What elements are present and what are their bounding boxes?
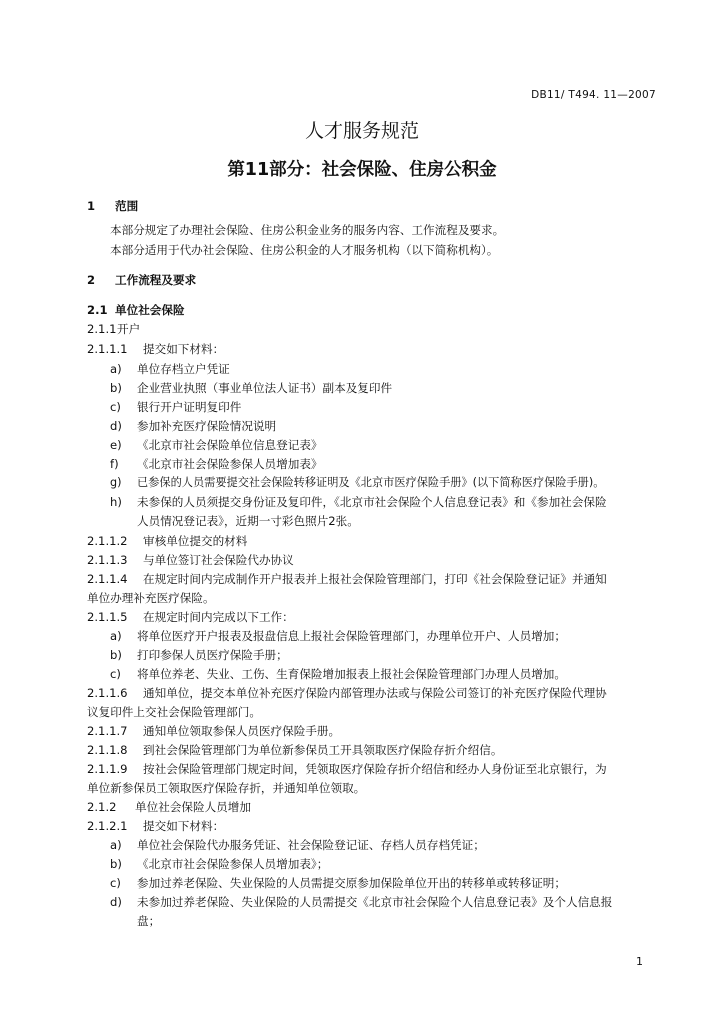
- clause-number: 2.1.1.2: [87, 534, 128, 548]
- section-number: 2: [87, 273, 96, 287]
- list-label: f): [110, 457, 119, 471]
- clause-text: 开户: [117, 322, 141, 336]
- list-item-continuation: 人员情况登记表》，近期一寸彩色照片2张。: [137, 514, 359, 528]
- clause-number: 2.1.1.3: [87, 553, 128, 567]
- clause: [87, 322, 140, 336]
- list-item: [110, 495, 607, 509]
- list-label: h): [110, 495, 122, 509]
- clause: [87, 724, 340, 738]
- clause-continuation: 单位新参保员工领取医疗保险存折，并通知单位领取。: [87, 781, 366, 795]
- clause-number: 2.1.1.1: [87, 342, 128, 356]
- clause-text: 提交如下材料：: [143, 819, 225, 833]
- clause: [87, 819, 224, 833]
- clause-text: 按社会保险管理部门规定时间，凭领取医疗保险存折介绍信和经办人身份证至北京银行，为: [143, 762, 607, 776]
- list-text: 已参保的人员需要提交社会保险转移证明及《北京市医疗保险手册》(以下简称医疗保险手册)。: [137, 476, 605, 489]
- list-label: d): [110, 419, 122, 433]
- list-text: 参加过养老保险、失业保险的人员需提交原参加保险单位开出的转移单或转移证明；: [137, 876, 566, 890]
- list-text: 《北京市社会保险参保人员增加表》: [137, 457, 323, 471]
- clause-text: 在规定时间内完成制作开户报表并上报社会保险管理部门，打印《社会保险登记证》并通知: [143, 572, 607, 586]
- list-label: e): [110, 438, 122, 452]
- list-item: [110, 476, 604, 490]
- clause-text: 审核单位提交的材料: [143, 534, 248, 548]
- list-text: 单位社会保险代办服务凭证、社会保险登记证、存档人员存档凭证；: [137, 838, 485, 852]
- list-item: [110, 362, 230, 376]
- clause: [87, 762, 607, 776]
- list-label: c): [110, 667, 121, 681]
- subsection-heading: [87, 303, 185, 317]
- clause-text: 单位社会保险人员增加: [135, 800, 251, 814]
- list-item: [110, 457, 323, 471]
- section-heading: [87, 199, 138, 213]
- clause-number: 2.1.1.5: [87, 610, 128, 624]
- document-subtitle: 第11部分：社会保险、住房公积金: [227, 160, 497, 180]
- subclause-heading: [87, 800, 251, 814]
- list-label: b): [110, 857, 122, 871]
- list-item: [110, 648, 288, 662]
- list-item: [110, 876, 566, 890]
- list-label: c): [110, 400, 121, 414]
- paragraph: 本部分适用于代办社会保险、住房公积金的人才服务机构（以下简称机构）。: [110, 243, 499, 257]
- clause: [87, 572, 607, 586]
- list-item: [110, 667, 566, 681]
- list-label: b): [110, 648, 122, 662]
- list-label: a): [110, 629, 122, 643]
- list-text: 《北京市社会保险单位信息登记表》: [137, 438, 323, 452]
- list-item-continuation: 盘；: [137, 914, 161, 928]
- document-title: 人才服务规范: [304, 120, 419, 142]
- list-text: 银行开户证明复印件: [137, 400, 242, 414]
- list-item: [110, 857, 328, 871]
- page-number: 1: [636, 955, 643, 968]
- list-label: b): [110, 381, 122, 395]
- clause-text: 在规定时间内完成以下工作：: [143, 610, 294, 624]
- clause-continuation: 单位办理补充医疗保险。: [87, 591, 215, 605]
- list-text: 未参加过养老保险、失业保险的人员需提交《北京市社会保险个人信息登记表》及个人信息报: [137, 895, 613, 909]
- clause: [87, 610, 294, 624]
- list-item: [110, 400, 241, 414]
- list-item: [110, 838, 485, 852]
- list-text: 《北京市社会保险参保人员增加表》；: [137, 857, 329, 871]
- section-title: 范围: [115, 199, 139, 213]
- list-text: 将单位医疗开户报表及报盘信息上报社会保险管理部门，办理单位开户、人员增加；: [137, 629, 566, 643]
- clause-number: 2.1.1.6: [87, 686, 128, 700]
- clause-number: 2.1.1.9: [87, 762, 128, 776]
- clause-number: 2.1.1.8: [87, 743, 128, 757]
- list-item: [110, 381, 392, 395]
- section-title: 工作流程及要求: [115, 273, 197, 287]
- list-label: d): [110, 895, 122, 909]
- list-text: 未参保的人员须提交身份证及复印件，《北京市社会保险个人信息登记表》和《参加社会保险: [137, 495, 607, 509]
- clause-text: 通知单位领取参保人员医疗保险手册。: [143, 724, 341, 738]
- list-item: [110, 438, 323, 452]
- list-text: 参加补充医疗保险情况说明: [137, 419, 277, 433]
- clause: [87, 553, 294, 567]
- list-text: 将单位养老、失业、工伤、生育保险增加报表上报社会保险管理部门办理人员增加。: [137, 667, 566, 681]
- list-label: g): [110, 476, 122, 489]
- list-text: 企业营业执照（事业单位法人证书）副本及复印件: [137, 381, 393, 395]
- list-item: [110, 419, 276, 433]
- list-label: a): [110, 362, 122, 376]
- list-text: 单位存档立户凭证: [137, 362, 230, 376]
- clause: [87, 743, 502, 757]
- clause-text: 与单位签订社会保险代办协议: [143, 553, 294, 567]
- section-number: 1: [87, 199, 96, 213]
- clause-number: 2.1.1.7: [87, 724, 128, 738]
- section-title: 单位社会保险: [115, 303, 185, 317]
- list-item: [110, 629, 566, 643]
- clause-number: 2.1.2.1: [87, 819, 128, 833]
- clause-text: 到社会保险管理部门为单位新参保员工开具领取医疗保险存折介绍信。: [143, 743, 503, 757]
- section-heading: [87, 273, 196, 287]
- document-code: DB11/ T494. 11—2007: [531, 89, 656, 101]
- clause-text: 通知单位，提交本单位补充医疗保险内部管理办法或与保险公司签订的补充医疗保险代理协: [143, 686, 607, 700]
- clause-number: 2.1.1.4: [87, 572, 128, 586]
- clause: [87, 686, 607, 700]
- list-text: 打印参保人员医疗保险手册；: [137, 648, 288, 662]
- paragraph: 本部分规定了办理社会保险、住房公积金业务的服务内容、工作流程及要求。: [110, 223, 505, 237]
- section-number: 2.1: [87, 303, 108, 317]
- clause: [87, 342, 224, 356]
- clause: [87, 534, 247, 548]
- clause-continuation: 议复印件上交社会保险管理部门。: [87, 705, 261, 719]
- clause-number: 2.1.1: [87, 322, 117, 336]
- list-item: [110, 895, 612, 909]
- list-label: c): [110, 876, 121, 890]
- clause-text: 提交如下材料：: [143, 342, 225, 356]
- clause-number: 2.1.2: [87, 800, 117, 814]
- list-label: a): [110, 838, 122, 852]
